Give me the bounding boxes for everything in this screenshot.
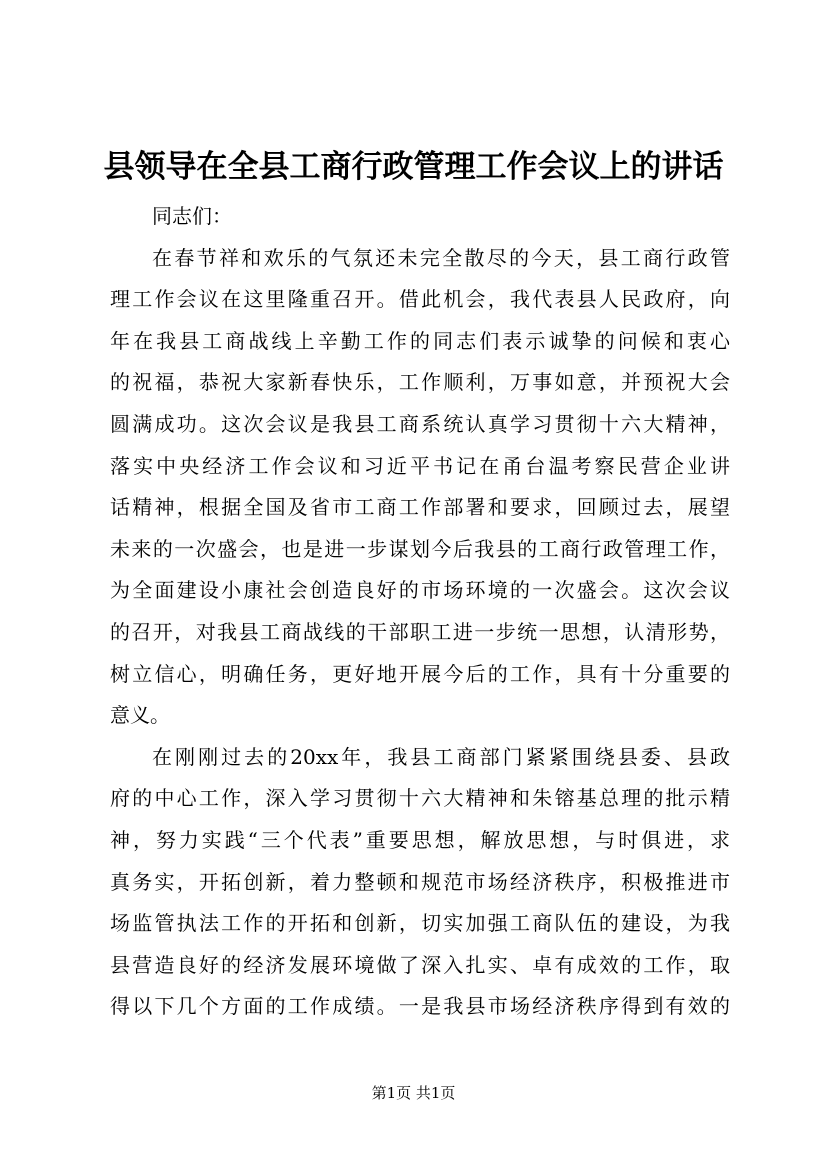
paragraph-line: 未来的一次盛会，也是进一步谋划今后我县的工商行政管理工作，: [110, 536, 730, 561]
paragraph-line: 为全面建设小康社会创造良好的市场环境的一次盛会。这次会议: [110, 578, 730, 603]
paragraph-line: 的祝福，恭祝大家新春快乐，工作顺利，万事如意，并预祝大会: [110, 370, 730, 395]
paragraph-line: 意义。: [110, 703, 170, 728]
paragraph-line: 在刚刚过去的20xx年，我县工商部门紧紧围绕县委、县政: [152, 744, 730, 769]
paragraph-line: 圆满成功。这次会议是我县工商系统认真学习贯彻十六大精神，: [110, 411, 730, 436]
paragraph-line: 落实中央经济工作会议和习近平书记在甬台温考察民营企业讲: [110, 453, 730, 478]
paragraph-line: 县营造良好的经济发展环境做了深入扎实、卓有成效的工作，取: [110, 952, 730, 977]
paragraph-line: 在春节祥和欢乐的气氛还未完全散尽的今天，县工商行政管: [152, 245, 730, 270]
paragraph-line: 树立信心，明确任务，更好地开展今后的工作，具有十分重要的: [110, 661, 730, 686]
document-title: 县领导在全县工商行政管理工作会议上的讲话: [103, 149, 724, 185]
paragraph-line: 府的中心工作，深入学习贯彻十六大精神和朱镕基总理的批示精: [110, 786, 730, 811]
salutation-line: 同志们：: [152, 204, 232, 228]
page-footer: 第1页 共1页: [371, 1084, 456, 1102]
paragraph-line: 神，努力实践“三个代表”重要思想，解放思想，与时俱进，求: [110, 827, 730, 852]
paragraph-line: 话精神，根据全国及省市工商工作部署和要求，回顾过去，展望: [110, 495, 730, 520]
document-body: [110, 196, 730, 1028]
paragraph-line: 场监管执法工作的开拓和创新，切实加强工商队伍的建设，为我: [110, 911, 730, 936]
paragraph-line: 真务实，开拓创新，着力整顿和规范市场经济秩序，积极推进市: [110, 869, 730, 894]
paragraph-line: 的召开，对我县工商战线的干部职工进一步统一思想，认清形势，: [110, 619, 730, 644]
paragraph-line: 年在我县工商战线上辛勤工作的同志们表示诚挚的问候和衷心: [110, 328, 730, 353]
paragraph-line: 理工作会议在这里隆重召开。借此机会，我代表县人民政府，向: [110, 287, 730, 312]
paragraph-line: 得以下几个方面的工作成绩。一是我县市场经济秩序得到有效的: [110, 994, 730, 1019]
